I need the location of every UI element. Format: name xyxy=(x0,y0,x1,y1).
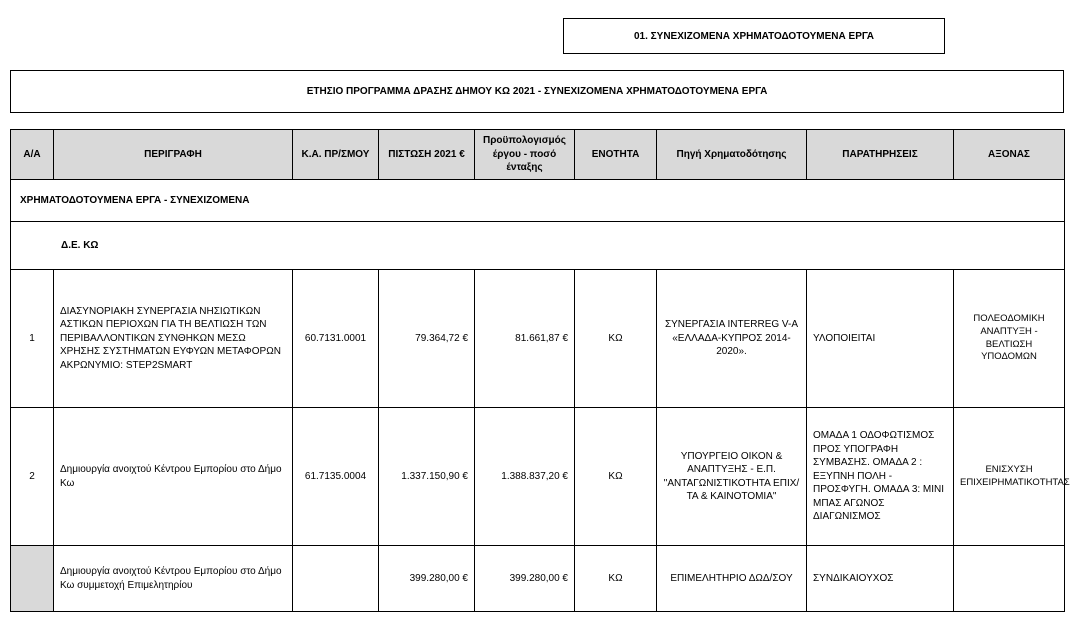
cell-source: ΣΥΝΕΡΓΑΣΙΑ INTERREG V-A «ΕΛΛΑΔΑ-ΚΥΠΡΟΣ 2014-2020». xyxy=(657,270,807,408)
col-header-source: Πηγή Χρηματοδότησης xyxy=(657,130,807,180)
cell-budget: 1.388.837,20 € xyxy=(475,408,575,546)
cell-unit: ΚΩ xyxy=(575,408,657,546)
cell-credit: 79.364,72 € xyxy=(379,270,475,408)
subgroup-title: Δ.Ε. ΚΩ xyxy=(11,222,1065,270)
cell-credit: 1.337.150,90 € xyxy=(379,408,475,546)
cell-budget: 81.661,87 € xyxy=(475,270,575,408)
cell-axis: ΕΝΙΣΧΥΣΗ ΕΠΙΧΕΙΡΗΜΑΤΙΚΟΤΗΤΑΣ xyxy=(954,408,1065,546)
subgroup-row xyxy=(11,222,1065,270)
cell-description: ΔΙΑΣΥΝΟΡΙΑΚΗ ΣΥΝΕΡΓΑΣΙΑ ΝΗΣΙΩΤΙΚΩΝ ΑΣΤΙΚΩΝ ΠΕΡΙΟΧΩΝ ΓΙΑ ΤΗ ΒΕΛΤΙΩΣΗ ΤΩΝ ΠΕΡΙΒΑΛΛΟΝΤΙΚΩΝ ΣΥΝΘΗΚΩΝ ΜΕΣΩ ΧΡΗΣΗΣ ΣΥΣΤΗΜΑΤΩΝ ΕΥΦΥΩΝ ΜΕΤΑΦΟΡΩΝ ΑΚΡΩΝΥΜΙΟ: STEP2SMART xyxy=(54,270,293,408)
cell-remarks: ΟΜΑΔΑ 1 ΟΔΟΦΩΤΙΣΜΟΣ ΠΡΟΣ ΥΠΟΓΡΑΦΗ ΣΥΜΒΑΣΗΣ. ΟΜΑΔΑ 2 : ΕΞΥΠΝΗ ΠΟΛΗ - ΠΡΟΣΦΥΓΗ. ΟΜΑΔΑ 3: ΜΙΝΙ ΜΠΑΣ ΑΓΩΝΟΣ ΔΙΑΓΩΝΙΣΜΟΣ xyxy=(807,408,954,546)
cell-axis: ΠΟΛΕΟΔΟΜΙΚΗ ΑΝΑΠΤΥΞΗ - ΒΕΛΤΙΩΣΗ ΥΠΟΔΟΜΩΝ xyxy=(954,270,1065,408)
table-row xyxy=(11,408,1065,546)
col-header-description: ΠΕΡΙΓΡΑΦΗ xyxy=(54,130,293,180)
col-header-aa: Α/Α xyxy=(11,130,54,180)
cell-unit: ΚΩ xyxy=(575,546,657,612)
col-header-ka: Κ.Α. ΠΡ/ΣΜΟΥ xyxy=(293,130,379,180)
table-row xyxy=(11,546,1065,612)
table-header-row xyxy=(11,130,1065,180)
cell-source: ΕΠΙΜΕΛΗΤΗΡΙΟ ΔΩΔ/ΣΟΥ xyxy=(657,546,807,612)
col-header-budget: Προϋπολογισμός έργου - ποσό ένταξης xyxy=(475,130,575,180)
cell-remarks: ΥΛΟΠΟΙΕΙΤΑΙ xyxy=(807,270,954,408)
cell-description: Δημιουργία ανοιχτού Κέντρου Εμπορίου στο Δήμο Κω συμμετοχή Επιμελητηρίου xyxy=(54,546,293,612)
section-label: 01. ΣΥΝΕΧΙΖΟΜΕΝΑ ΧΡΗΜΑΤΟΔΟΤΟΥΜΕΝΑ ΕΡΓΑ xyxy=(563,18,945,54)
cell-description: Δημιουργία ανοιχτού Κέντρου Εμπορίου στο Δήμο Κω xyxy=(54,408,293,546)
cell-unit: ΚΩ xyxy=(575,270,657,408)
cell-aa: 1 xyxy=(11,270,54,408)
cell-source: ΥΠΟΥΡΓΕΙΟ ΟΙΚΟΝ & ΑΝΑΠΤΥΞΗΣ - Ε.Π. "ΑΝΤΑΓΩΝΙΣΤΙΚΟΤΗΤΑ ΕΠΙΧ/ΤΑ & ΚΑΙΝΟΤΟΜΙΑ" xyxy=(657,408,807,546)
cell-aa: 2 xyxy=(11,408,54,546)
cell-aa xyxy=(11,546,54,612)
projects-table xyxy=(10,129,1070,612)
group-row xyxy=(11,180,1065,222)
cell-remarks: ΣΥΝΔΙΚΑΙΟΥΧΟΣ xyxy=(807,546,954,612)
cell-axis xyxy=(954,546,1065,612)
group-title: ΧΡΗΜΑΤΟΔΟΤΟΥΜΕΝΑ ΕΡΓΑ - ΣΥΝΕΧΙΖΟΜΕΝΑ xyxy=(11,180,1065,222)
table-row xyxy=(11,270,1065,408)
col-header-axis: ΑΞΟΝΑΣ xyxy=(954,130,1065,180)
cell-credit: 399.280,00 € xyxy=(379,546,475,612)
cell-ka xyxy=(293,546,379,612)
col-header-credit: ΠΙΣΤΩΣΗ 2021 € xyxy=(379,130,475,180)
cell-ka: 61.7135.0004 xyxy=(293,408,379,546)
col-header-remarks: ΠΑΡΑΤΗΡΗΣΕΙΣ xyxy=(807,130,954,180)
document-title: ΕΤΗΣΙΟ ΠΡΟΓΡΑΜΜΑ ΔΡΑΣΗΣ ΔΗΜΟΥ ΚΩ 2021 - ΣΥΝΕΧΙΖΟΜΕΝΑ ΧΡΗΜΑΤΟΔΟΤΟΥΜΕΝΑ ΕΡΓΑ xyxy=(10,70,1064,113)
cell-budget: 399.280,00 € xyxy=(475,546,575,612)
col-header-unit: ΕΝΟΤΗΤΑ xyxy=(575,130,657,180)
cell-ka: 60.7131.0001 xyxy=(293,270,379,408)
